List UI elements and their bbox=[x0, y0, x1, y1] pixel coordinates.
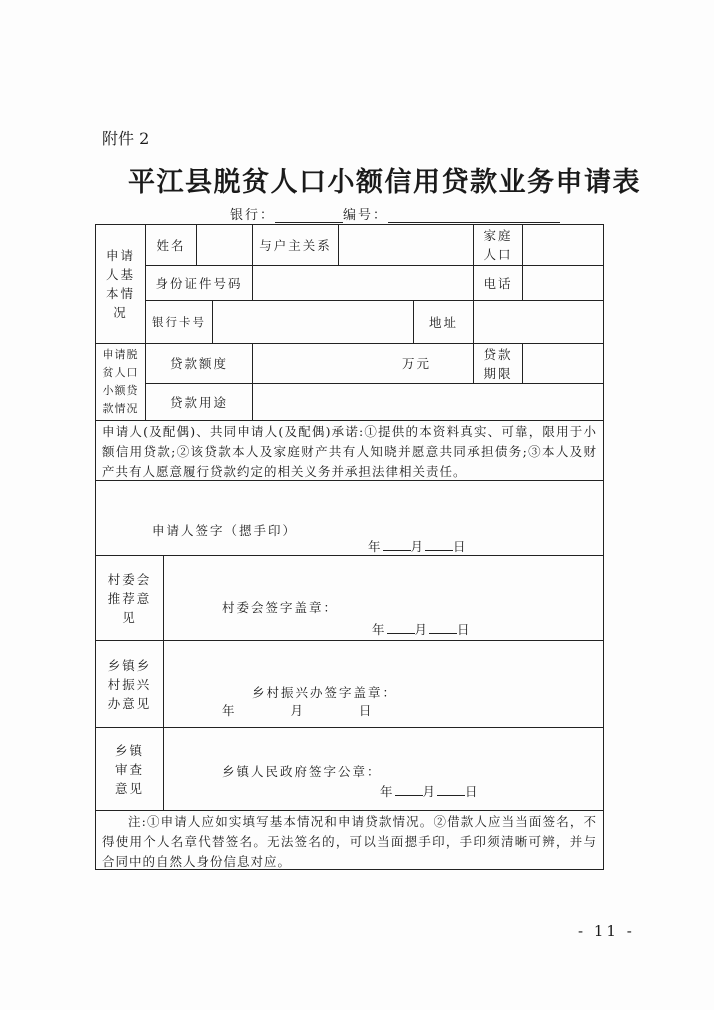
bank-card-field[interactable] bbox=[213, 301, 414, 344]
month-label: 月 bbox=[422, 784, 438, 799]
application-form-table bbox=[95, 224, 604, 870]
commitment-text: 申请人(及配偶)、共同申请人(及配偶)承诺:①提供的本资料真实、可靠，限用于小额信用贷款;②该贷款本人及家庭财产共有人知晓并愿意共同承担债务;③本人及财产共有人愿意履行贷款约定的相关义务并承担法律相关责任。 bbox=[96, 421, 603, 481]
loan-term-field[interactable] bbox=[523, 344, 603, 384]
month-label: 月 bbox=[290, 703, 305, 718]
township-date bbox=[380, 782, 480, 801]
label-line: 乡镇乡 bbox=[107, 657, 152, 673]
bank-label: 银行： bbox=[230, 208, 276, 223]
year-label: 年 bbox=[222, 703, 237, 718]
household-field[interactable] bbox=[523, 225, 603, 266]
name-label: 姓名 bbox=[146, 225, 197, 266]
label-line: 家庭 bbox=[483, 228, 513, 243]
village-sign-label: 村委会签字盖章： bbox=[222, 600, 339, 615]
label-line: 推荐意 bbox=[107, 590, 152, 606]
label-line: 本情 bbox=[105, 286, 135, 301]
year-label: 年 bbox=[368, 539, 383, 554]
village-date bbox=[372, 620, 472, 639]
form-title: 平江县脱贫人口小额信用贷款业务申请表 bbox=[128, 167, 641, 198]
label-line: 申请 bbox=[105, 248, 135, 263]
year-label: 年 bbox=[380, 784, 395, 799]
revival-section-label bbox=[96, 641, 164, 728]
month-label: 月 bbox=[410, 539, 426, 554]
address-label: 地址 bbox=[414, 301, 474, 344]
number-label: 编号： bbox=[343, 208, 389, 223]
label-line: 贫人口 bbox=[102, 366, 139, 379]
signature-label: 申请人签字（摁手印） bbox=[152, 523, 298, 538]
label-line: 贷款 bbox=[483, 346, 513, 362]
label-line: 村振兴 bbox=[107, 676, 152, 692]
name-field[interactable] bbox=[197, 225, 253, 266]
signature-date bbox=[368, 537, 468, 556]
day-label: 日 bbox=[457, 622, 472, 637]
label-line: 意见 bbox=[114, 780, 144, 796]
label-line: 人基 bbox=[105, 267, 135, 282]
township-opinion-area[interactable] bbox=[164, 728, 603, 811]
label-line: 办意见 bbox=[107, 695, 152, 711]
year-label: 年 bbox=[372, 622, 387, 637]
day-label: 日 bbox=[453, 539, 468, 554]
revival-sign-label: 乡村振兴办签字盖章： bbox=[252, 685, 398, 700]
label-line: 乡镇 bbox=[114, 742, 144, 758]
label-line: 小额贷 bbox=[102, 384, 139, 397]
revival-opinion-area[interactable] bbox=[164, 641, 603, 728]
id-number-field[interactable] bbox=[253, 266, 474, 301]
day-label: 日 bbox=[358, 703, 374, 718]
loan-purpose-field[interactable] bbox=[253, 384, 603, 421]
township-sign-label: 乡镇人民政府签字公章： bbox=[222, 764, 382, 779]
loan-section-label bbox=[96, 344, 146, 421]
village-section-label bbox=[96, 556, 164, 641]
number-field[interactable] bbox=[388, 209, 560, 223]
bank-card-label: 银行卡号 bbox=[146, 301, 213, 344]
label-line: 申请脱 bbox=[102, 348, 139, 361]
applicant-signature-area[interactable] bbox=[96, 481, 603, 556]
id-number-label: 身份证件号码 bbox=[146, 266, 253, 301]
bank-number-line bbox=[230, 204, 560, 223]
relation-label: 与户主关系 bbox=[253, 225, 339, 266]
relation-field[interactable] bbox=[339, 225, 474, 266]
label-line: 款情况 bbox=[102, 402, 139, 415]
bank-field[interactable] bbox=[275, 209, 343, 223]
loan-amount-label: 贷款额度 bbox=[146, 344, 253, 384]
label-line: 况 bbox=[113, 305, 128, 320]
township-section-label bbox=[96, 728, 164, 811]
note-text: 注:①申请人应如实填写基本情况和申请贷款情况。②借款人应当当面签名，不得使用个人名章代替签名。无法签名的，可以当面摁手印，手印须清晰可辨，并与合同中的自然人身份信息对应。 bbox=[102, 814, 597, 869]
unit-label: 万元 bbox=[401, 356, 431, 371]
household-label bbox=[474, 225, 523, 266]
basic-info-section-label bbox=[96, 225, 146, 344]
month-label: 月 bbox=[414, 622, 430, 637]
page-number: - 11 - bbox=[578, 922, 635, 940]
attachment-label: 附件 2 bbox=[102, 129, 150, 148]
label-line: 村委会 bbox=[107, 571, 152, 587]
label-line: 见 bbox=[122, 609, 137, 625]
revival-date bbox=[222, 701, 373, 720]
phone-field[interactable] bbox=[523, 266, 603, 301]
label-line: 期限 bbox=[483, 365, 513, 381]
loan-amount-field[interactable] bbox=[253, 344, 474, 384]
label-line: 人口 bbox=[483, 247, 513, 262]
address-field[interactable] bbox=[474, 301, 603, 344]
village-opinion-area[interactable] bbox=[164, 556, 603, 641]
loan-term-label bbox=[474, 344, 523, 384]
phone-label: 电话 bbox=[474, 266, 523, 301]
day-label: 日 bbox=[465, 784, 480, 799]
label-line: 审查 bbox=[114, 761, 144, 777]
loan-purpose-label: 贷款用途 bbox=[146, 384, 253, 421]
